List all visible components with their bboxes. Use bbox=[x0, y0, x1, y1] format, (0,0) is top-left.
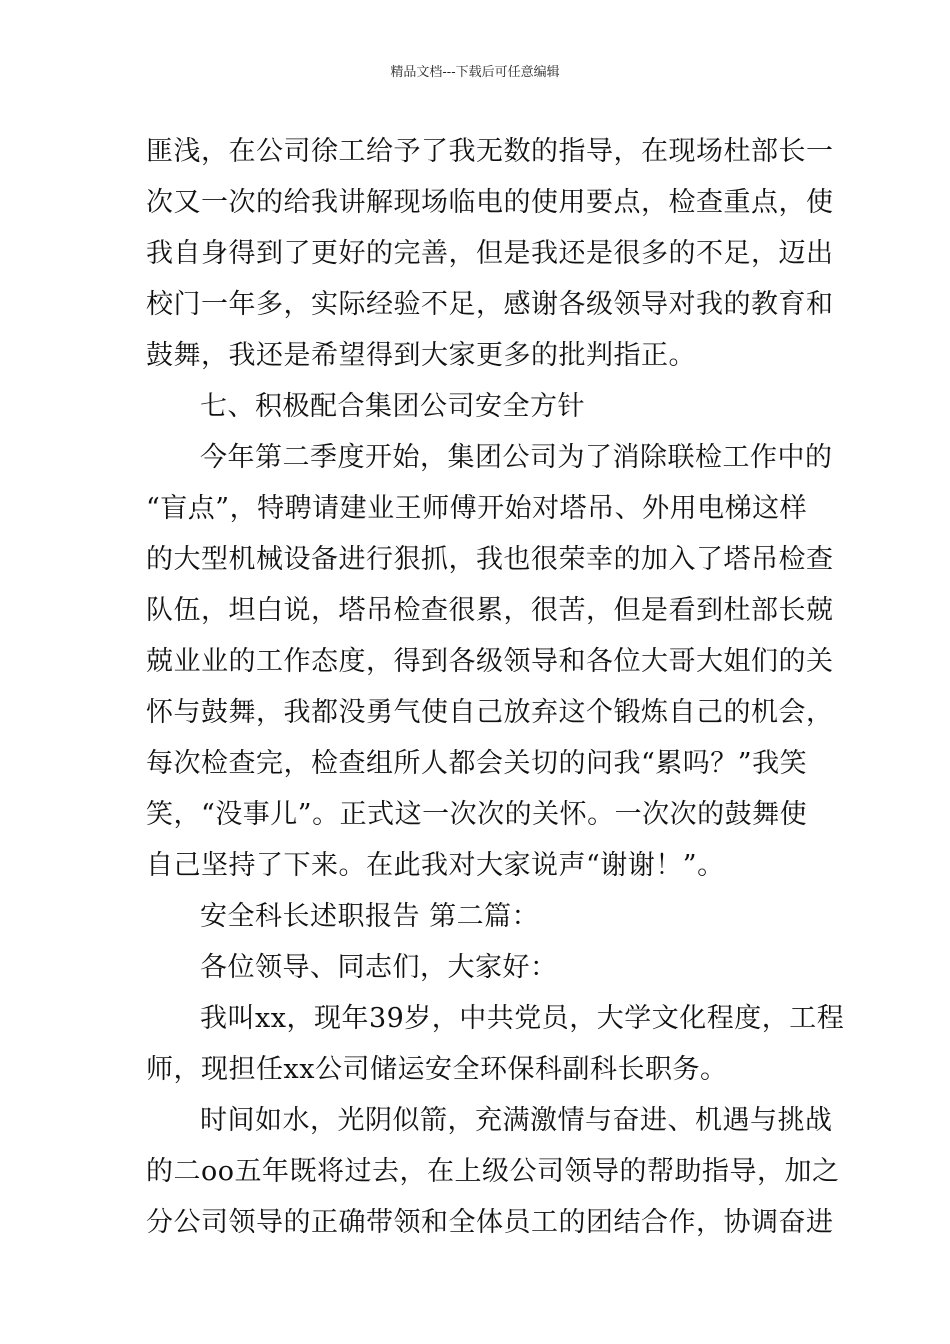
text-line: 鼓舞，我还是希望得到大家更多的批判指正。 bbox=[146, 340, 696, 371]
text-line: 师，现担任xx公司储运安全环保科副科长职务。 bbox=[146, 1054, 728, 1085]
text-line: 校门一年多，实际经验不足，感谢各级领导对我的教育和 bbox=[146, 289, 834, 320]
text-line: 队伍，坦白说，塔吊检查很累，很苦，但是看到杜部长兢 bbox=[146, 595, 834, 626]
section-heading: 七、积极配合集团公司安全方针 bbox=[200, 391, 585, 422]
page-header: 精品文档---下载后可任意编辑 bbox=[390, 65, 560, 80]
text-line: 每次检查完，检查组所人都会关切的问我“累吗？”我笑 bbox=[146, 748, 808, 779]
section-title: 安全科长述职报告 第二篇： bbox=[200, 901, 540, 932]
text-line: 次又一次的给我讲解现场临电的使用要点，检查重点，使 bbox=[146, 187, 834, 218]
text-line: 笑，“没事儿”。正式这一次次的关怀。一次次的鼓舞使 bbox=[146, 799, 808, 830]
text-line: “盲点”，特聘请建业王师傅开始对塔吊、外用电梯这样 bbox=[146, 493, 808, 524]
text-line: 的二oo五年既将过去，在上级公司领导的帮助指导，加之 bbox=[146, 1156, 840, 1187]
text-line: 的大型机械设备进行狠抓，我也很荣幸的加入了塔吊检查 bbox=[146, 544, 834, 575]
text-line: 怀与鼓舞，我都没勇气使自己放弃这个锻炼自己的机会， bbox=[146, 697, 834, 728]
paragraph-start-line: 时间如水，光阴似箭，充满激情与奋进、机遇与挑战 bbox=[200, 1105, 833, 1136]
paragraph-start-line: 今年第二季度开始，集团公司为了消除联检工作中的 bbox=[200, 442, 833, 473]
text-line: 分公司领导的正确带领和全体员工的团结合作，协调奋进 bbox=[146, 1207, 834, 1238]
text-line: 我自身得到了更好的完善，但是我还是很多的不足，迈出 bbox=[146, 238, 834, 269]
text-line: 自己坚持了下来。在此我对大家说声“谢谢！”。 bbox=[146, 850, 725, 881]
paragraph-start-line: 我叫xx，现年39岁，中共党员，大学文化程度，工程 bbox=[200, 1003, 845, 1034]
text-line: 匪浅，在公司徐工给予了我无数的指导，在现场杜部长一 bbox=[146, 136, 834, 167]
text-line: 兢业业的工作态度，得到各级领导和各位大哥大姐们的关 bbox=[146, 646, 834, 677]
greeting-line: 各位领导、同志们，大家好： bbox=[200, 952, 558, 983]
document-body bbox=[146, 126, 845, 1248]
